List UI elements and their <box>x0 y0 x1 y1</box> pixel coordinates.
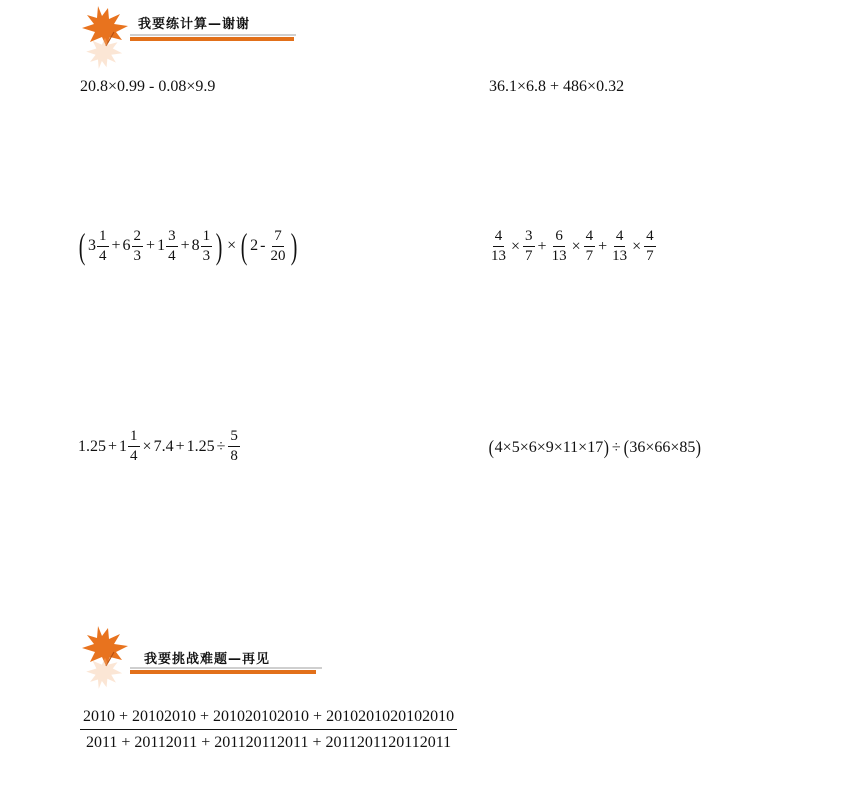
section-title: 我要挑战难题—再见 <box>144 652 271 667</box>
operator: + <box>175 437 185 455</box>
close-paren: ) <box>291 226 298 266</box>
operator: × <box>511 237 521 255</box>
expression-left: 4×5×6×9×11×17 <box>494 439 604 456</box>
whole-number: 2 <box>250 237 259 254</box>
mixed-whole: 1 <box>157 237 166 254</box>
decimal-number: 7.4 <box>153 437 174 455</box>
header-divider <box>130 670 316 674</box>
close-paren: ) <box>603 437 610 459</box>
problem-6 <box>488 438 702 458</box>
operator: - <box>260 237 266 254</box>
maple-leaf-reflection-icon <box>80 36 130 72</box>
expression-right: 36×66×85 <box>629 439 696 456</box>
mixed-whole: 6 <box>122 237 131 254</box>
problem-1 <box>80 78 215 96</box>
problem-7 <box>80 708 457 752</box>
header-divider <box>130 37 294 41</box>
fraction-denominator: 2011 + 20112011 + 201120112011 + 2011201120112011 <box>85 734 452 751</box>
header-divider-light <box>130 667 322 669</box>
fraction: $\frac{5}{8}$ <box>230 428 238 464</box>
fraction: $\frac{2}{3}$ <box>133 227 142 264</box>
fraction-numerator: 2010 + 20102010 + 201020102010 + 2010201020102010 <box>80 708 457 730</box>
operator: + <box>598 237 608 255</box>
fraction: $\frac{1}{3}$ <box>202 227 211 264</box>
fraction: $\frac{7}{20}$ <box>270 227 286 264</box>
fraction: $\frac{1}{4}$ <box>99 227 107 264</box>
operator: × <box>571 237 581 255</box>
open-paren: ( <box>240 226 248 266</box>
problem-2 <box>489 78 624 96</box>
fraction: $\frac{4}{7}$ <box>585 228 594 264</box>
operator: + <box>180 237 190 254</box>
close-paren: ) <box>215 226 223 266</box>
problem-2-expression: 36.1×6.8 + 486×0.32 <box>489 78 625 95</box>
fraction: $\frac{1}{4}$ <box>130 428 138 464</box>
operator: + <box>111 237 121 254</box>
open-paren: ( <box>78 226 86 266</box>
problem-5 <box>78 429 241 464</box>
problem-3 <box>76 228 300 264</box>
open-paren: ( <box>488 437 495 459</box>
decimal-number: 1.25 <box>186 437 215 455</box>
operator: + <box>146 237 156 254</box>
problem-1-expression: 20.8×0.99 - 0.08×9.9 <box>80 78 216 95</box>
operator: ÷ <box>611 439 621 456</box>
mixed-whole: 1 <box>119 437 128 455</box>
decimal-number: 1.25 <box>78 437 106 455</box>
mixed-whole: 8 <box>191 237 200 254</box>
fraction: $\frac{4}{7}$ <box>646 228 654 264</box>
problem-4 <box>488 229 657 264</box>
operator: × <box>142 437 152 455</box>
mixed-whole: 3 <box>88 237 96 254</box>
operator: × <box>227 237 237 254</box>
maple-leaf-reflection-icon <box>80 656 130 692</box>
operator: + <box>537 237 547 255</box>
close-paren: ) <box>696 437 702 459</box>
header-divider-light <box>130 34 296 36</box>
fraction: $\frac{4}{13}$ <box>612 228 628 264</box>
section-title: 我要练计算—谢谢 <box>138 17 251 32</box>
section-header-challenge <box>78 622 338 692</box>
fraction: $\frac{6}{13}$ <box>551 228 567 264</box>
open-paren: ( <box>623 437 629 459</box>
section-header-calculation <box>78 2 338 72</box>
fraction: $\frac{3}{4}$ <box>168 227 176 264</box>
fraction: $\frac{3}{7}$ <box>525 228 533 264</box>
operator: ÷ <box>216 437 226 455</box>
operator: × <box>632 237 642 255</box>
operator: + <box>108 437 118 455</box>
fraction: $\frac{4}{13}$ <box>491 228 506 264</box>
